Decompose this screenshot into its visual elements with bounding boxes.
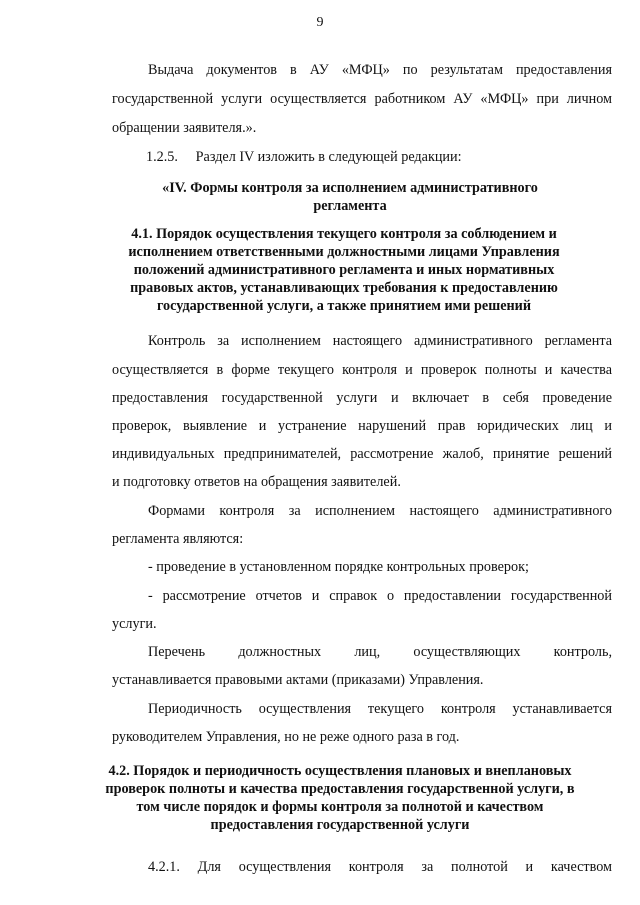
subsection-4-1-title-line-1: 4.1. Порядок осуществления текущего контроля за соблюдением и	[131, 226, 557, 242]
list-line-2: устанавливается правовыми актами (приказами) Управления.	[112, 672, 484, 688]
subsection-4-2-title-line-4: предоставления государственной услуги	[210, 817, 470, 833]
control-line-6: и подготовку ответов на обращения заявителей.	[112, 474, 401, 490]
control-line-4: проверок, выявление и устранение нарушений прав юридических лиц и	[112, 418, 612, 434]
section-title-line-1: «IV. Формы контроля за исполнением административного	[162, 180, 538, 196]
subsection-4-1-title-line-2: исполнением ответственными должностными лицами Управления	[128, 244, 560, 260]
intro-line-1: Выдача документов в АУ «МФЦ» по результатам предоставления	[148, 62, 612, 78]
page-number: 9	[316, 15, 324, 30]
section-title-line-2: регламента	[313, 198, 387, 214]
forms-line-1: Формами контроля за исполнением настоящего административного	[148, 503, 612, 519]
control-line-2: осуществляется в форме текущего контроля и проверок полноты и качества	[112, 362, 612, 378]
periodicity-line-1: Периодичность осуществления текущего контроля устанавливается	[148, 701, 612, 717]
item-4-2-1: 4.2.1. Для осуществления контроля за полнотой и качеством	[148, 859, 612, 875]
bullet-2-line-1: - рассмотрение отчетов и справок о предоставлении государственной	[148, 588, 612, 604]
bullet-1: - проведение в установленном порядке контрольных проверок;	[148, 559, 529, 575]
subsection-4-2-title-line-2: проверок полноты и качества предоставления государственной услуги, в	[105, 781, 575, 797]
subsection-4-1-title-line-3: положений административного регламента и иных нормативных	[133, 262, 555, 278]
forms-line-2: регламента являются:	[112, 531, 244, 547]
subsection-4-1-title-line-4: правовых актов, устанавливающих требования к предоставлению	[130, 280, 558, 296]
subsection-4-2-title-line-3: том числе порядок и формы контроля за полнотой и качеством	[136, 799, 544, 815]
subsection-4-1-title-line-5: государственной услуги, а также принятием ими решений	[156, 298, 532, 314]
bullet-2-line-2: услуги.	[112, 616, 157, 632]
subsection-4-2-title-line-1: 4.2. Порядок и периодичность осуществления плановых и внеплановых	[108, 763, 572, 779]
list-line-1: Перечень должностных лиц, осуществляющих контроль,	[148, 644, 612, 660]
item-1-2-5: 1.2.5. Раздел IV изложить в следующей редакции:	[146, 149, 462, 165]
intro-line-3: обращении заявителя.».	[112, 120, 257, 136]
intro-line-2: государственной услуги осуществляется работником АУ «МФЦ» при личном	[112, 91, 612, 107]
control-line-5: индивидуальных предпринимателей, рассмотрение жалоб, принятие решений	[112, 446, 612, 462]
control-line-1: Контроль за исполнением настоящего административного регламента	[148, 333, 612, 349]
periodicity-line-2: руководителем Управления, но не реже одного раза в год.	[112, 729, 460, 745]
control-line-3: предоставления государственной услуги и включает в себя проведение	[112, 390, 612, 406]
